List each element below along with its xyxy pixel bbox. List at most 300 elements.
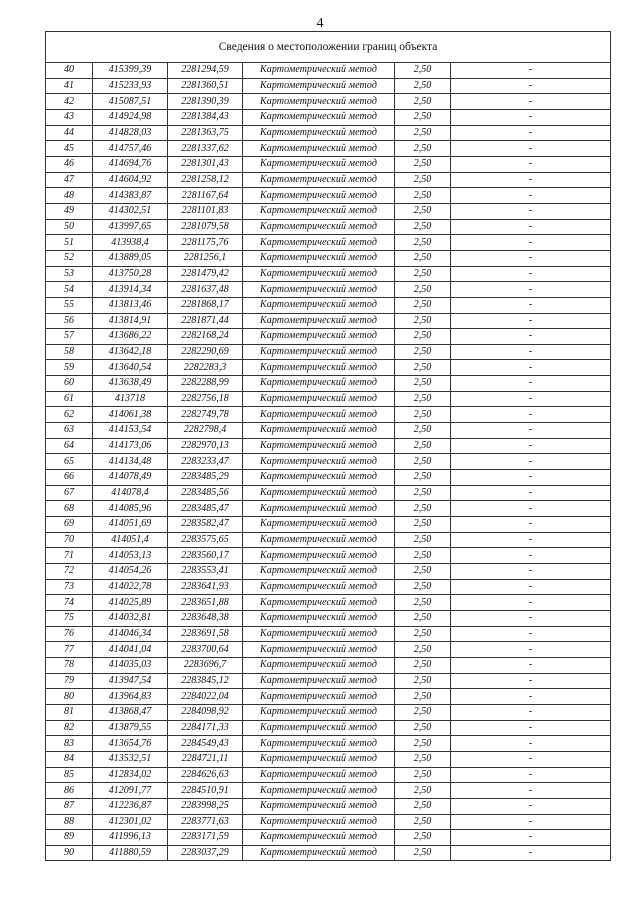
point-number-cell: 65 <box>46 454 93 470</box>
x-coordinate-cell: 414302,51 <box>93 203 168 219</box>
note-cell: - <box>451 751 611 767</box>
x-coordinate-cell: 414061,38 <box>93 407 168 423</box>
point-number-cell: 83 <box>46 736 93 752</box>
table-row <box>46 689 611 705</box>
accuracy-cell: 2,50 <box>395 407 451 423</box>
x-coordinate-cell: 412301,02 <box>93 814 168 830</box>
y-coordinate-cell: 2282290,69 <box>168 344 243 360</box>
point-number-cell: 40 <box>46 63 93 79</box>
method-cell: Картометрический метод <box>243 564 395 580</box>
y-coordinate-cell: 2281079,58 <box>168 219 243 235</box>
x-coordinate-cell: 413889,05 <box>93 250 168 266</box>
point-number-cell: 53 <box>46 266 93 282</box>
accuracy-cell: 2,50 <box>395 751 451 767</box>
note-cell: - <box>451 689 611 705</box>
note-cell: - <box>451 438 611 454</box>
table-row <box>46 125 611 141</box>
table-row <box>46 595 611 611</box>
note-cell: - <box>451 736 611 752</box>
point-number-cell: 70 <box>46 532 93 548</box>
accuracy-cell: 2,50 <box>395 673 451 689</box>
page-number: 4 <box>316 16 324 31</box>
point-number-cell: 72 <box>46 564 93 580</box>
y-coordinate-cell: 2283648,38 <box>168 610 243 626</box>
table-row <box>46 626 611 642</box>
table-row <box>46 235 611 251</box>
method-cell: Картометрический метод <box>243 125 395 141</box>
y-coordinate-cell: 2282798,4 <box>168 423 243 439</box>
note-cell: - <box>451 470 611 486</box>
note-cell: - <box>451 548 611 564</box>
point-number-cell: 49 <box>46 203 93 219</box>
note-cell: - <box>451 344 611 360</box>
note-cell: - <box>451 125 611 141</box>
point-number-cell: 55 <box>46 297 93 313</box>
x-coordinate-cell: 414054,26 <box>93 564 168 580</box>
accuracy-cell: 2,50 <box>395 610 451 626</box>
accuracy-cell: 2,50 <box>395 626 451 642</box>
method-cell: Картометрический метод <box>243 235 395 251</box>
y-coordinate-cell: 2283696,7 <box>168 657 243 673</box>
note-cell: - <box>451 798 611 814</box>
table-row <box>46 423 611 439</box>
point-number-cell: 48 <box>46 188 93 204</box>
note-cell: - <box>451 532 611 548</box>
method-cell: Картометрический метод <box>243 673 395 689</box>
x-coordinate-cell: 412236,87 <box>93 798 168 814</box>
x-coordinate-cell: 414134,48 <box>93 454 168 470</box>
x-coordinate-cell: 413814,91 <box>93 313 168 329</box>
note-cell: - <box>451 297 611 313</box>
point-number-cell: 88 <box>46 814 93 830</box>
method-cell: Картометрический метод <box>243 595 395 611</box>
x-coordinate-cell: 414078,4 <box>93 485 168 501</box>
note-cell: - <box>451 156 611 172</box>
table-row <box>46 579 611 595</box>
x-coordinate-cell: 414046,34 <box>93 626 168 642</box>
note-cell: - <box>451 360 611 376</box>
point-number-cell: 67 <box>46 485 93 501</box>
method-cell: Картометрический метод <box>243 266 395 282</box>
y-coordinate-cell: 2283171,59 <box>168 830 243 846</box>
x-coordinate-cell: 414153,54 <box>93 423 168 439</box>
x-coordinate-cell: 413642,18 <box>93 344 168 360</box>
y-coordinate-cell: 2282288,99 <box>168 376 243 392</box>
table-row <box>46 360 611 376</box>
note-cell: - <box>451 830 611 846</box>
note-cell: - <box>451 109 611 125</box>
table-title-row <box>46 32 611 63</box>
accuracy-cell: 2,50 <box>395 376 451 392</box>
method-cell: Картометрический метод <box>243 423 395 439</box>
accuracy-cell: 2,50 <box>395 125 451 141</box>
method-cell: Картометрический метод <box>243 376 395 392</box>
table-body <box>46 32 611 861</box>
method-cell: Картометрический метод <box>243 626 395 642</box>
table-row <box>46 313 611 329</box>
y-coordinate-cell: 2281637,48 <box>168 282 243 298</box>
x-coordinate-cell: 411996,13 <box>93 830 168 846</box>
accuracy-cell: 2,50 <box>395 156 451 172</box>
boundary-coordinates-table <box>45 31 611 861</box>
table-row <box>46 266 611 282</box>
point-number-cell: 63 <box>46 423 93 439</box>
y-coordinate-cell: 2281258,12 <box>168 172 243 188</box>
accuracy-cell: 2,50 <box>395 704 451 720</box>
table-row <box>46 704 611 720</box>
x-coordinate-cell: 414604,92 <box>93 172 168 188</box>
table-row <box>46 610 611 626</box>
table-row <box>46 814 611 830</box>
table-row <box>46 485 611 501</box>
y-coordinate-cell: 2283485,47 <box>168 501 243 517</box>
note-cell: - <box>451 501 611 517</box>
accuracy-cell: 2,50 <box>395 470 451 486</box>
table-row <box>46 391 611 407</box>
y-coordinate-cell: 2281301,43 <box>168 156 243 172</box>
accuracy-cell: 2,50 <box>395 720 451 736</box>
method-cell: Картометрический метод <box>243 407 395 423</box>
method-cell: Картометрический метод <box>243 282 395 298</box>
method-cell: Картометрический метод <box>243 454 395 470</box>
method-cell: Картометрический метод <box>243 501 395 517</box>
point-number-cell: 86 <box>46 783 93 799</box>
y-coordinate-cell: 2282756,18 <box>168 391 243 407</box>
note-cell: - <box>451 235 611 251</box>
accuracy-cell: 2,50 <box>395 266 451 282</box>
point-number-cell: 85 <box>46 767 93 783</box>
note-cell: - <box>451 626 611 642</box>
x-coordinate-cell: 414022,78 <box>93 579 168 595</box>
method-cell: Картометрический метод <box>243 548 395 564</box>
x-coordinate-cell: 414757,46 <box>93 141 168 157</box>
x-coordinate-cell: 415399,39 <box>93 63 168 79</box>
y-coordinate-cell: 2281175,76 <box>168 235 243 251</box>
point-number-cell: 75 <box>46 610 93 626</box>
x-coordinate-cell: 413914,34 <box>93 282 168 298</box>
y-coordinate-cell: 2283998,25 <box>168 798 243 814</box>
x-coordinate-cell: 413947,54 <box>93 673 168 689</box>
method-cell: Картометрический метод <box>243 188 395 204</box>
method-cell: Картометрический метод <box>243 156 395 172</box>
point-number-cell: 66 <box>46 470 93 486</box>
method-cell: Картометрический метод <box>243 798 395 814</box>
table-row <box>46 767 611 783</box>
method-cell: Картометрический метод <box>243 485 395 501</box>
point-number-cell: 41 <box>46 78 93 94</box>
point-number-cell: 76 <box>46 626 93 642</box>
accuracy-cell: 2,50 <box>395 595 451 611</box>
note-cell: - <box>451 423 611 439</box>
method-cell: Картометрический метод <box>243 78 395 94</box>
y-coordinate-cell: 2281101,83 <box>168 203 243 219</box>
y-coordinate-cell: 2283651,88 <box>168 595 243 611</box>
table-row <box>46 532 611 548</box>
note-cell: - <box>451 657 611 673</box>
x-coordinate-cell: 413997,65 <box>93 219 168 235</box>
table-row <box>46 109 611 125</box>
method-cell: Картометрический метод <box>243 610 395 626</box>
table-row <box>46 720 611 736</box>
point-number-cell: 81 <box>46 704 93 720</box>
y-coordinate-cell: 2281256,1 <box>168 250 243 266</box>
method-cell: Картометрический метод <box>243 63 395 79</box>
method-cell: Картометрический метод <box>243 532 395 548</box>
x-coordinate-cell: 414694,76 <box>93 156 168 172</box>
method-cell: Картометрический метод <box>243 438 395 454</box>
y-coordinate-cell: 2281871,44 <box>168 313 243 329</box>
note-cell: - <box>451 407 611 423</box>
note-cell: - <box>451 454 611 470</box>
y-coordinate-cell: 2283575,65 <box>168 532 243 548</box>
table-row <box>46 454 611 470</box>
table-row <box>46 156 611 172</box>
accuracy-cell: 2,50 <box>395 814 451 830</box>
point-number-cell: 51 <box>46 235 93 251</box>
point-number-cell: 44 <box>46 125 93 141</box>
point-number-cell: 74 <box>46 595 93 611</box>
table-row <box>46 344 611 360</box>
y-coordinate-cell: 2283700,64 <box>168 642 243 658</box>
accuracy-cell: 2,50 <box>395 78 451 94</box>
x-coordinate-cell: 414035,03 <box>93 657 168 673</box>
accuracy-cell: 2,50 <box>395 423 451 439</box>
y-coordinate-cell: 2281390,39 <box>168 94 243 110</box>
table-row <box>46 564 611 580</box>
method-cell: Картометрический метод <box>243 141 395 157</box>
y-coordinate-cell: 2281337,62 <box>168 141 243 157</box>
point-number-cell: 82 <box>46 720 93 736</box>
x-coordinate-cell: 413879,55 <box>93 720 168 736</box>
table-row <box>46 63 611 79</box>
table-row <box>46 329 611 345</box>
note-cell: - <box>451 282 611 298</box>
accuracy-cell: 2,50 <box>395 501 451 517</box>
accuracy-cell: 2,50 <box>395 94 451 110</box>
y-coordinate-cell: 2283553,41 <box>168 564 243 580</box>
table-row <box>46 219 611 235</box>
table-row <box>46 297 611 313</box>
method-cell: Картометрический метод <box>243 689 395 705</box>
accuracy-cell: 2,50 <box>395 564 451 580</box>
accuracy-cell: 2,50 <box>395 344 451 360</box>
note-cell: - <box>451 266 611 282</box>
method-cell: Картометрический метод <box>243 219 395 235</box>
y-coordinate-cell: 2284549,43 <box>168 736 243 752</box>
note-cell: - <box>451 564 611 580</box>
table-row <box>46 250 611 266</box>
method-cell: Картометрический метод <box>243 250 395 266</box>
accuracy-cell: 2,50 <box>395 141 451 157</box>
point-number-cell: 47 <box>46 172 93 188</box>
table-row <box>46 407 611 423</box>
method-cell: Картометрический метод <box>243 470 395 486</box>
x-coordinate-cell: 413640,54 <box>93 360 168 376</box>
y-coordinate-cell: 2284098,92 <box>168 704 243 720</box>
accuracy-cell: 2,50 <box>395 485 451 501</box>
method-cell: Картометрический метод <box>243 720 395 736</box>
note-cell: - <box>451 814 611 830</box>
accuracy-cell: 2,50 <box>395 767 451 783</box>
x-coordinate-cell: 414025,89 <box>93 595 168 611</box>
table-row <box>46 673 611 689</box>
note-cell: - <box>451 94 611 110</box>
note-cell: - <box>451 673 611 689</box>
x-coordinate-cell: 414041,04 <box>93 642 168 658</box>
point-number-cell: 59 <box>46 360 93 376</box>
point-number-cell: 80 <box>46 689 93 705</box>
y-coordinate-cell: 2282283,3 <box>168 360 243 376</box>
y-coordinate-cell: 2283037,29 <box>168 845 243 861</box>
point-number-cell: 52 <box>46 250 93 266</box>
accuracy-cell: 2,50 <box>395 845 451 861</box>
table-row <box>46 798 611 814</box>
y-coordinate-cell: 2284171,33 <box>168 720 243 736</box>
note-cell: - <box>451 141 611 157</box>
method-cell: Картометрический метод <box>243 109 395 125</box>
point-number-cell: 68 <box>46 501 93 517</box>
x-coordinate-cell: 413750,28 <box>93 266 168 282</box>
method-cell: Картометрический метод <box>243 344 395 360</box>
accuracy-cell: 2,50 <box>395 391 451 407</box>
table-row <box>46 470 611 486</box>
point-number-cell: 84 <box>46 751 93 767</box>
method-cell: Картометрический метод <box>243 203 395 219</box>
point-number-cell: 90 <box>46 845 93 861</box>
method-cell: Картометрический метод <box>243 783 395 799</box>
note-cell: - <box>451 376 611 392</box>
table-row <box>46 783 611 799</box>
point-number-cell: 69 <box>46 517 93 533</box>
table-row <box>46 548 611 564</box>
note-cell: - <box>451 391 611 407</box>
point-number-cell: 79 <box>46 673 93 689</box>
accuracy-cell: 2,50 <box>395 579 451 595</box>
accuracy-cell: 2,50 <box>395 203 451 219</box>
x-coordinate-cell: 413638,49 <box>93 376 168 392</box>
accuracy-cell: 2,50 <box>395 798 451 814</box>
x-coordinate-cell: 413654,76 <box>93 736 168 752</box>
x-coordinate-cell: 411880,59 <box>93 845 168 861</box>
table-row <box>46 751 611 767</box>
y-coordinate-cell: 2284510,91 <box>168 783 243 799</box>
y-coordinate-cell: 2283485,56 <box>168 485 243 501</box>
note-cell: - <box>451 219 611 235</box>
method-cell: Картометрический метод <box>243 172 395 188</box>
note-cell: - <box>451 78 611 94</box>
note-cell: - <box>451 720 611 736</box>
table-row <box>46 172 611 188</box>
y-coordinate-cell: 2283582,47 <box>168 517 243 533</box>
y-coordinate-cell: 2281384,43 <box>168 109 243 125</box>
note-cell: - <box>451 203 611 219</box>
method-cell: Картометрический метод <box>243 830 395 846</box>
accuracy-cell: 2,50 <box>395 830 451 846</box>
note-cell: - <box>451 329 611 345</box>
method-cell: Картометрический метод <box>243 391 395 407</box>
method-cell: Картометрический метод <box>243 517 395 533</box>
table-row <box>46 376 611 392</box>
accuracy-cell: 2,50 <box>395 172 451 188</box>
table-row <box>46 203 611 219</box>
y-coordinate-cell: 2281360,51 <box>168 78 243 94</box>
accuracy-cell: 2,50 <box>395 360 451 376</box>
x-coordinate-cell: 413868,47 <box>93 704 168 720</box>
table-row <box>46 736 611 752</box>
point-number-cell: 43 <box>46 109 93 125</box>
note-cell: - <box>451 767 611 783</box>
y-coordinate-cell: 2283771,63 <box>168 814 243 830</box>
point-number-cell: 73 <box>46 579 93 595</box>
note-cell: - <box>451 517 611 533</box>
x-coordinate-cell: 413532,51 <box>93 751 168 767</box>
x-coordinate-cell: 414383,87 <box>93 188 168 204</box>
table-row <box>46 94 611 110</box>
y-coordinate-cell: 2283845,12 <box>168 673 243 689</box>
y-coordinate-cell: 2283485,29 <box>168 470 243 486</box>
x-coordinate-cell: 412834,02 <box>93 767 168 783</box>
method-cell: Картометрический метод <box>243 767 395 783</box>
x-coordinate-cell: 413938,4 <box>93 235 168 251</box>
y-coordinate-cell: 2284626,63 <box>168 767 243 783</box>
y-coordinate-cell: 2281363,75 <box>168 125 243 141</box>
x-coordinate-cell: 412091,77 <box>93 783 168 799</box>
note-cell: - <box>451 579 611 595</box>
point-number-cell: 45 <box>46 141 93 157</box>
point-number-cell: 77 <box>46 642 93 658</box>
table-row <box>46 438 611 454</box>
accuracy-cell: 2,50 <box>395 517 451 533</box>
x-coordinate-cell: 414078,49 <box>93 470 168 486</box>
note-cell: - <box>451 610 611 626</box>
x-coordinate-cell: 414032,81 <box>93 610 168 626</box>
accuracy-cell: 2,50 <box>395 109 451 125</box>
point-number-cell: 62 <box>46 407 93 423</box>
method-cell: Картометрический метод <box>243 579 395 595</box>
note-cell: - <box>451 63 611 79</box>
table-row <box>46 141 611 157</box>
y-coordinate-cell: 2283641,93 <box>168 579 243 595</box>
y-coordinate-cell: 2281479,42 <box>168 266 243 282</box>
note-cell: - <box>451 485 611 501</box>
point-number-cell: 50 <box>46 219 93 235</box>
y-coordinate-cell: 2283560,17 <box>168 548 243 564</box>
accuracy-cell: 2,50 <box>395 219 451 235</box>
x-coordinate-cell: 415233,93 <box>93 78 168 94</box>
method-cell: Картометрический метод <box>243 360 395 376</box>
note-cell: - <box>451 595 611 611</box>
method-cell: Картометрический метод <box>243 736 395 752</box>
table-row <box>46 517 611 533</box>
x-coordinate-cell: 414053,13 <box>93 548 168 564</box>
method-cell: Картометрический метод <box>243 845 395 861</box>
x-coordinate-cell: 413718 <box>93 391 168 407</box>
x-coordinate-cell: 413813,46 <box>93 297 168 313</box>
accuracy-cell: 2,50 <box>395 736 451 752</box>
table-row <box>46 657 611 673</box>
point-number-cell: 54 <box>46 282 93 298</box>
accuracy-cell: 2,50 <box>395 689 451 705</box>
method-cell: Картометрический метод <box>243 704 395 720</box>
accuracy-cell: 2,50 <box>395 63 451 79</box>
x-coordinate-cell: 414085,96 <box>93 501 168 517</box>
method-cell: Картометрический метод <box>243 297 395 313</box>
table-row <box>46 845 611 861</box>
table-row <box>46 78 611 94</box>
table-title: Сведения о местоположении границ объекта <box>46 32 611 63</box>
accuracy-cell: 2,50 <box>395 438 451 454</box>
accuracy-cell: 2,50 <box>395 783 451 799</box>
